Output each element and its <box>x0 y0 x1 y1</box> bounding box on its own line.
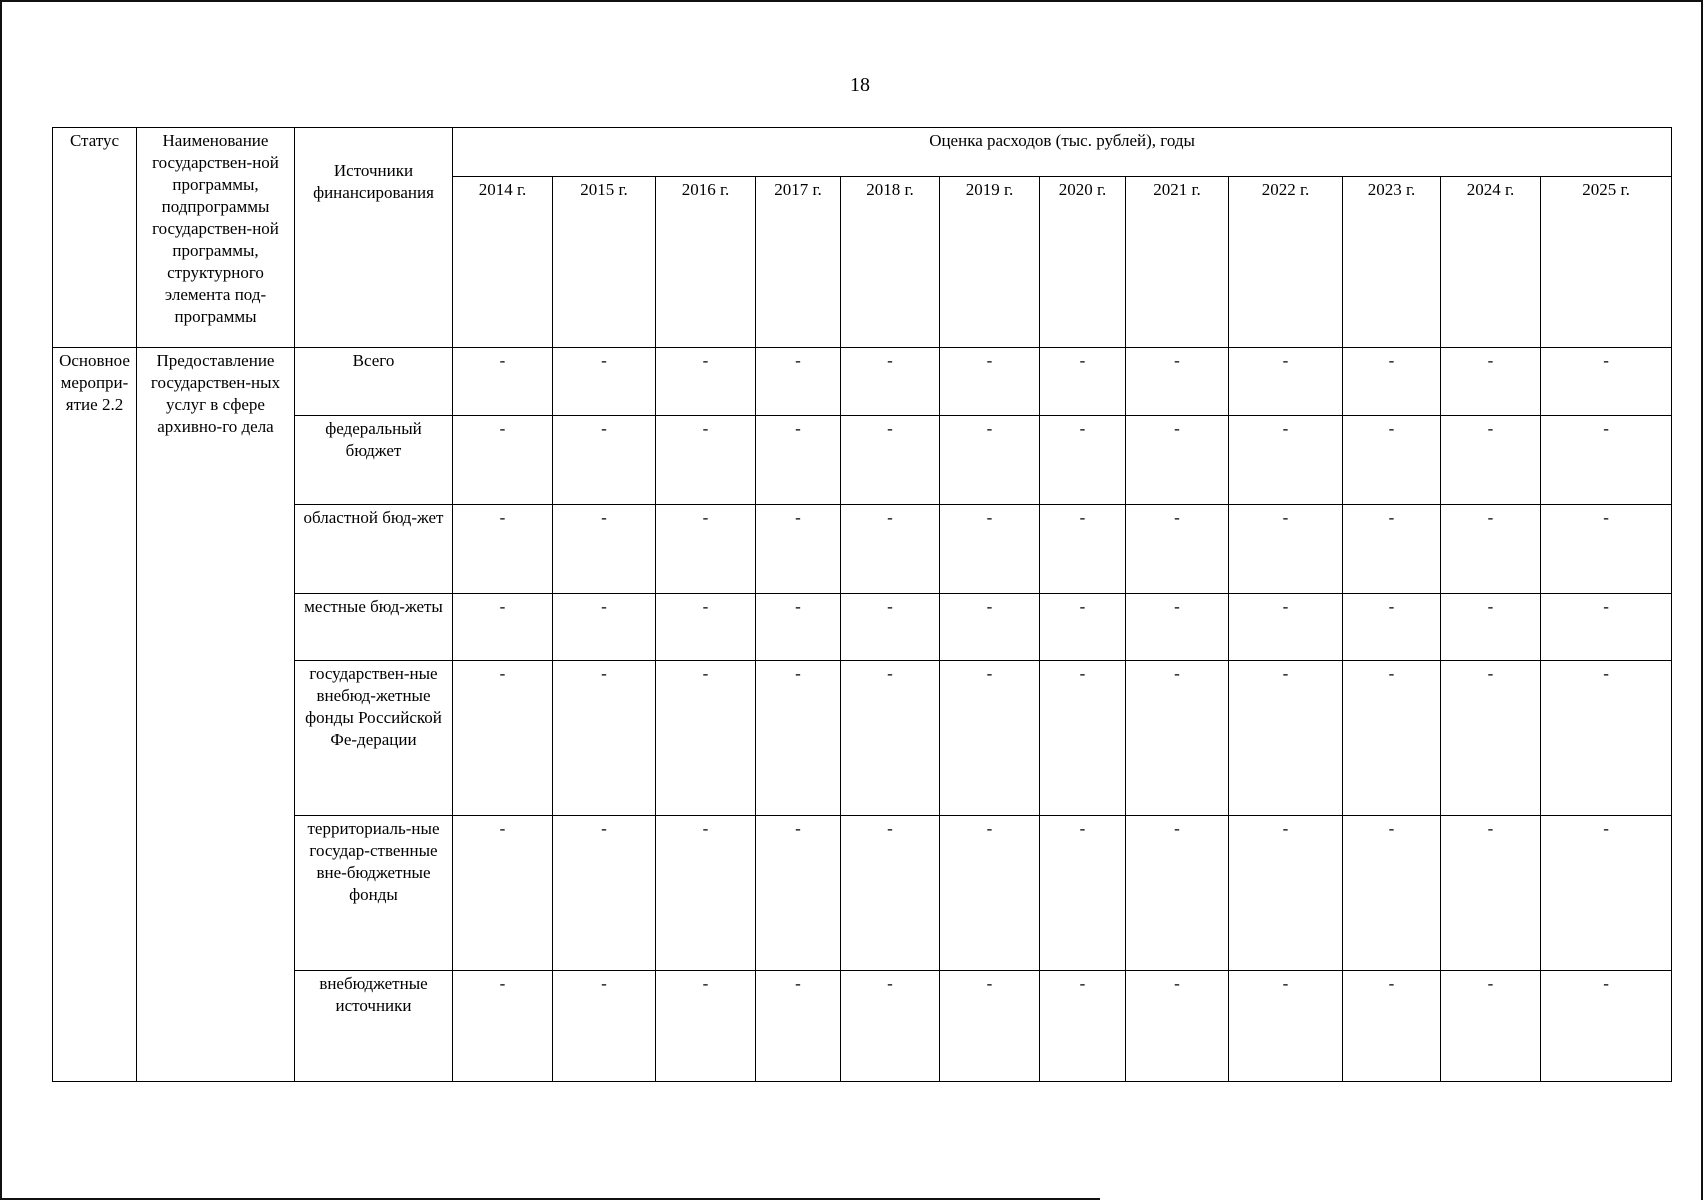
value-cell: - <box>1343 815 1441 970</box>
value-cell: - <box>553 815 656 970</box>
value-cell: - <box>1126 505 1229 594</box>
value-cell: - <box>1126 594 1229 660</box>
header-row-1 <box>53 128 1672 177</box>
value-cell: - <box>1126 970 1229 1081</box>
value-cell: - <box>756 348 841 416</box>
value-cell: - <box>841 416 940 505</box>
table-row <box>53 970 1672 1081</box>
value-cell: - <box>453 970 553 1081</box>
value-cell: - <box>1441 348 1541 416</box>
value-cell: - <box>1040 660 1126 815</box>
value-cell: - <box>841 970 940 1081</box>
value-cell: - <box>1229 505 1343 594</box>
value-cell: - <box>1541 416 1672 505</box>
year-header: 2018 г. <box>841 177 940 348</box>
value-cell: - <box>1126 815 1229 970</box>
value-cell: - <box>656 505 756 594</box>
value-cell: - <box>1441 660 1541 815</box>
value-cell: - <box>1229 594 1343 660</box>
value-cell: - <box>756 815 841 970</box>
funding-source-cell: государствен-ные внебюд-жетные фонды Российской Фе-дерации <box>295 660 453 815</box>
value-cell: - <box>453 505 553 594</box>
value-cell: - <box>1541 505 1672 594</box>
value-cell: - <box>841 815 940 970</box>
value-cell: - <box>1126 416 1229 505</box>
funding-source-cell: местные бюд-жеты <box>295 594 453 660</box>
value-cell: - <box>1541 970 1672 1081</box>
year-header: 2023 г. <box>1343 177 1441 348</box>
value-cell: - <box>841 660 940 815</box>
year-header: 2024 г. <box>1441 177 1541 348</box>
value-cell: - <box>940 348 1040 416</box>
value-cell: - <box>656 970 756 1081</box>
status-header: Статус <box>53 128 137 348</box>
value-cell: - <box>1343 594 1441 660</box>
value-cell: - <box>1343 416 1441 505</box>
value-cell: - <box>1541 815 1672 970</box>
program-name-header: Наименование государствен-ной программы, подпрограммы государствен-ной программы, структурного элемента под-программы <box>137 128 295 348</box>
value-cell: - <box>656 416 756 505</box>
value-cell: - <box>940 416 1040 505</box>
year-header: 2014 г. <box>453 177 553 348</box>
value-cell: - <box>1040 505 1126 594</box>
value-cell: - <box>1343 660 1441 815</box>
value-cell: - <box>453 594 553 660</box>
value-cell: - <box>553 660 656 815</box>
value-cell: - <box>453 660 553 815</box>
expense-estimate-header: Оценка расходов (тыс. рублей), годы <box>453 128 1672 177</box>
value-cell: - <box>1040 416 1126 505</box>
value-cell: - <box>553 505 656 594</box>
value-cell: - <box>1541 660 1672 815</box>
year-header: 2021 г. <box>1126 177 1229 348</box>
page-number: 18 <box>850 74 870 96</box>
value-cell: - <box>1441 970 1541 1081</box>
year-header: 2020 г. <box>1040 177 1126 348</box>
table-row <box>53 505 1672 594</box>
value-cell: - <box>940 505 1040 594</box>
value-cell: - <box>841 594 940 660</box>
value-cell: - <box>656 594 756 660</box>
value-cell: - <box>1040 815 1126 970</box>
value-cell: - <box>553 416 656 505</box>
value-cell: - <box>1229 416 1343 505</box>
sources-header: Источники финансирования <box>295 128 453 348</box>
value-cell: - <box>656 348 756 416</box>
value-cell: - <box>656 660 756 815</box>
value-cell: - <box>1126 660 1229 815</box>
value-cell: - <box>1040 348 1126 416</box>
value-cell: - <box>1343 970 1441 1081</box>
funding-source-cell: федеральный бюджет <box>295 416 453 505</box>
value-cell: - <box>1229 348 1343 416</box>
table-row <box>53 594 1672 660</box>
page-top-edge <box>0 0 1703 2</box>
value-cell: - <box>940 594 1040 660</box>
year-header: 2017 г. <box>756 177 841 348</box>
funding-source-cell: областной бюд-жет <box>295 505 453 594</box>
year-header: 2019 г. <box>940 177 1040 348</box>
table-row <box>53 660 1672 815</box>
value-cell: - <box>940 815 1040 970</box>
value-cell: - <box>756 416 841 505</box>
expenditure-table <box>52 127 1672 1082</box>
value-cell: - <box>756 505 841 594</box>
value-cell: - <box>553 594 656 660</box>
year-header: 2022 г. <box>1229 177 1343 348</box>
year-header: 2016 г. <box>656 177 756 348</box>
value-cell: - <box>1541 594 1672 660</box>
value-cell: - <box>1441 815 1541 970</box>
status-cell: Основное меропри-ятие 2.2 <box>53 348 137 1082</box>
value-cell: - <box>553 348 656 416</box>
table-row <box>53 348 1672 416</box>
program-name-cell: Предоставление государствен-ных услуг в сфере архивно-го дела <box>137 348 295 1082</box>
value-cell: - <box>453 815 553 970</box>
value-cell: - <box>841 505 940 594</box>
value-cell: - <box>1541 348 1672 416</box>
value-cell: - <box>1229 970 1343 1081</box>
value-cell: - <box>940 970 1040 1081</box>
value-cell: - <box>756 594 841 660</box>
value-cell: - <box>756 660 841 815</box>
value-cell: - <box>1040 594 1126 660</box>
value-cell: - <box>1343 348 1441 416</box>
funding-source-cell: внебюджетные источники <box>295 970 453 1081</box>
value-cell: - <box>1441 594 1541 660</box>
value-cell: - <box>1343 505 1441 594</box>
value-cell: - <box>940 660 1040 815</box>
value-cell: - <box>453 416 553 505</box>
year-header: 2025 г. <box>1541 177 1672 348</box>
value-cell: - <box>1229 660 1343 815</box>
funding-source-cell: территориаль-ные государ-ственные вне-бюджетные фонды <box>295 815 453 970</box>
value-cell: - <box>453 348 553 416</box>
funding-source-cell: Всего <box>295 348 453 416</box>
value-cell: - <box>1040 970 1126 1081</box>
value-cell: - <box>1441 416 1541 505</box>
value-cell: - <box>553 970 656 1081</box>
value-cell: - <box>1126 348 1229 416</box>
value-cell: - <box>1441 505 1541 594</box>
year-header: 2015 г. <box>553 177 656 348</box>
value-cell: - <box>756 970 841 1081</box>
value-cell: - <box>841 348 940 416</box>
table-row <box>53 416 1672 505</box>
page-left-edge <box>0 0 2 1200</box>
value-cell: - <box>1229 815 1343 970</box>
value-cell: - <box>656 815 756 970</box>
table-row <box>53 815 1672 970</box>
